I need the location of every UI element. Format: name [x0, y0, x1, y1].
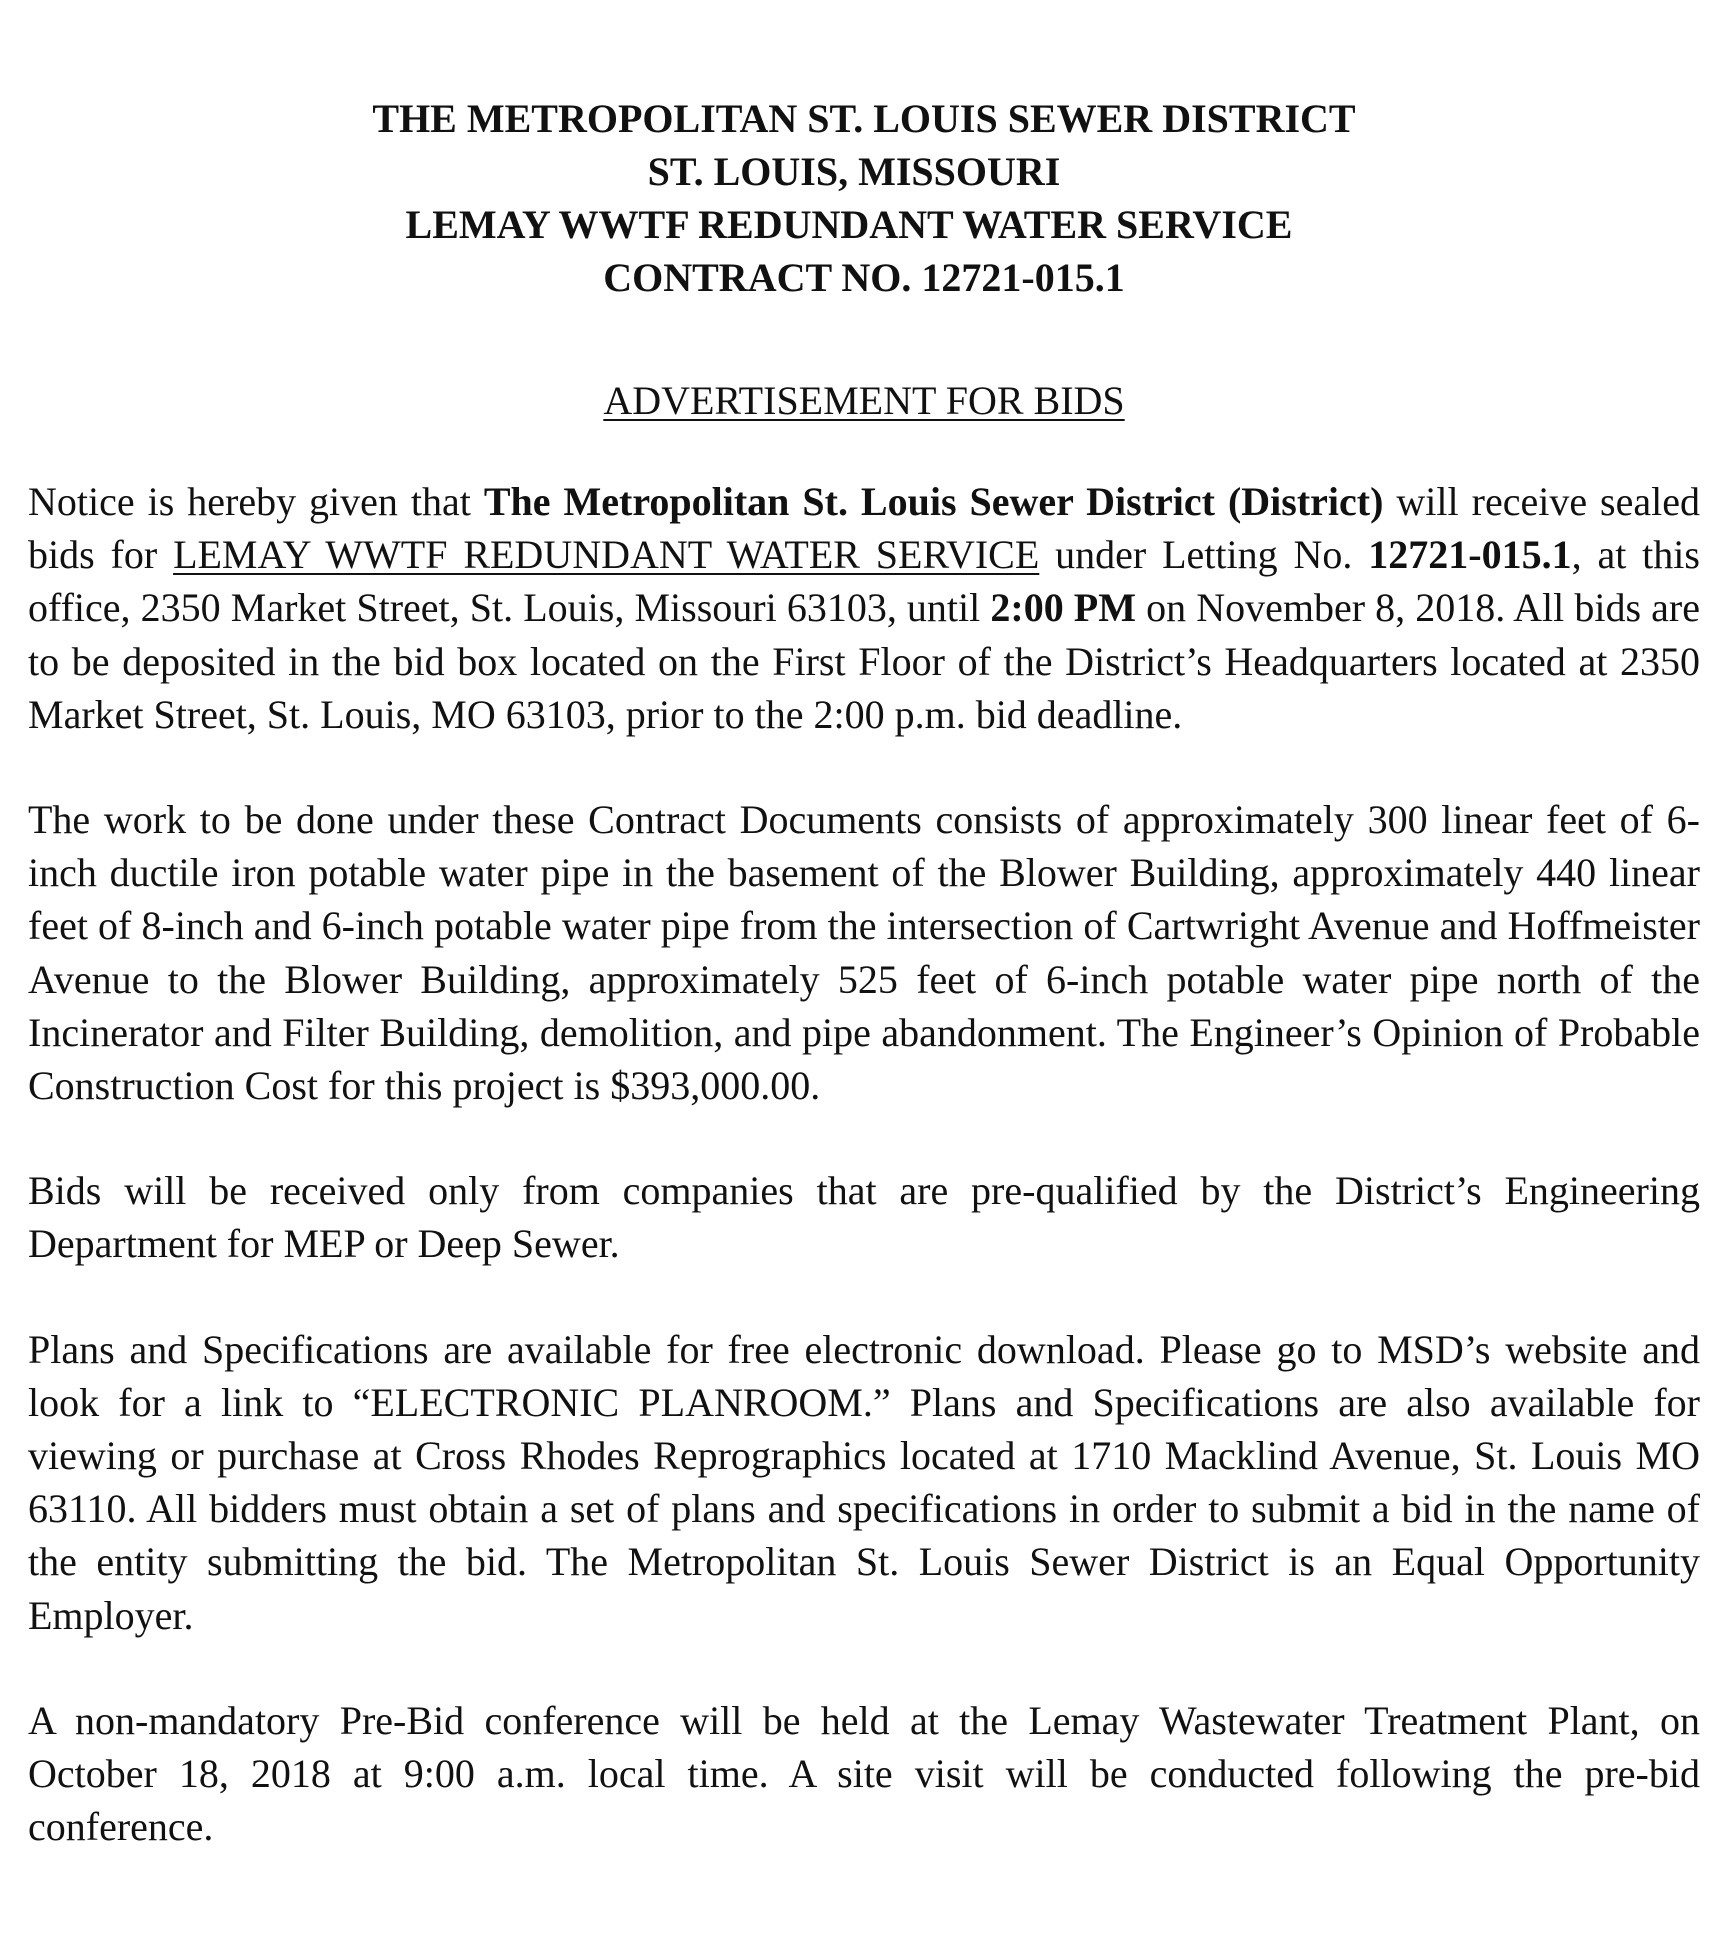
title-text: ADVERTISEMENT FOR BIDS [603, 378, 1125, 423]
paragraph-plans-specifications: Plans and Specifications are available for free electronic download. Please go to MSD’s website and look for a link to “ELECTRONIC PLANROOM.” Plans and Specifications are also available for viewing or purchase at Cross Rhodes Reprographics located at 1710 Macklind Avenue, St. Louis MO 63110. All bidders must obtain a set of plans and specifications in order to submit a bid in the name of the entity submitting the bid. The Metropolitan St. Louis Sewer District is an Equal Opportunity Employer. [28, 1326, 1700, 1638]
document-header [28, 92, 1700, 304]
paragraph-notice [28, 475, 1700, 741]
notice-text-3: under Letting No. [1039, 532, 1369, 578]
paragraph-prequalification: Bids will be received only from companies that are pre-qualified by the District’s Engineering Department for MEP or Deep Sewer. [28, 1168, 1700, 1267]
paragraph-scope-of-work: The work to be done under these Contract Documents consists of approximately 300 linear feet of 6-inch ductile iron potable water pipe in the basement of the Blower Building, approximately 440 linear feet of 8-inch and 6-inch potable water pipe from the intersection of Cartwright Avenue and Hoffmeister Avenue to the Blower Building, approximately 525 feet of 6-inch potable water pipe north of the Incinerator and Filter Building, demolition, and pipe abandonment. The Engineer’s Opinion of Probable Construction Cost for this project is $393,000.00. [28, 797, 1700, 1109]
notice-text-4: , at this office, 2350 Market Street, St. Louis, Missouri 63103, until [28, 532, 1700, 631]
notice-text-1: Notice is hereby given that [28, 479, 484, 524]
document-page [28, 92, 1700, 1853]
header-project-name: LEMAY WWTF REDUNDANT WATER SERVICE [405, 202, 1293, 247]
header-contract-number: CONTRACT NO. 12721-015.1 [603, 255, 1125, 300]
header-location: ST. LOUIS, MISSOURI [647, 149, 1061, 194]
paragraph-pre-bid-conference: A non-mandatory Pre-Bid conference will be held at the Lemay Wastewater Treatment Plant, on October 18, 2018 at 9:00 a.m. local time. A site visit will be conducted following the pre-bid conference. [28, 1697, 1700, 1850]
notice-text-2: will receive sealed bids for [28, 479, 1700, 578]
notice-text-5: on November 8, 2018. All bids are to be deposited in the bid box located on the First Floor of the District’s Headquarters located at 2350 Market Street, St. Louis, MO 63103, prior to the 2:00 p.m. bid deadline. [28, 585, 1700, 737]
notice-district-bold: The Metropolitan St. Louis Sewer District (District) [483, 479, 1384, 524]
document-title [28, 375, 1700, 427]
notice-letting-number: 12721-015.1 [1368, 532, 1572, 578]
notice-project-underlined: LEMAY WWTF REDUNDANT WATER SERVICE [173, 532, 1040, 578]
header-district-name: THE METROPOLITAN ST. LOUIS SEWER DISTRICT [372, 96, 1356, 141]
notice-deadline-time: 2:00 PM [990, 585, 1136, 631]
